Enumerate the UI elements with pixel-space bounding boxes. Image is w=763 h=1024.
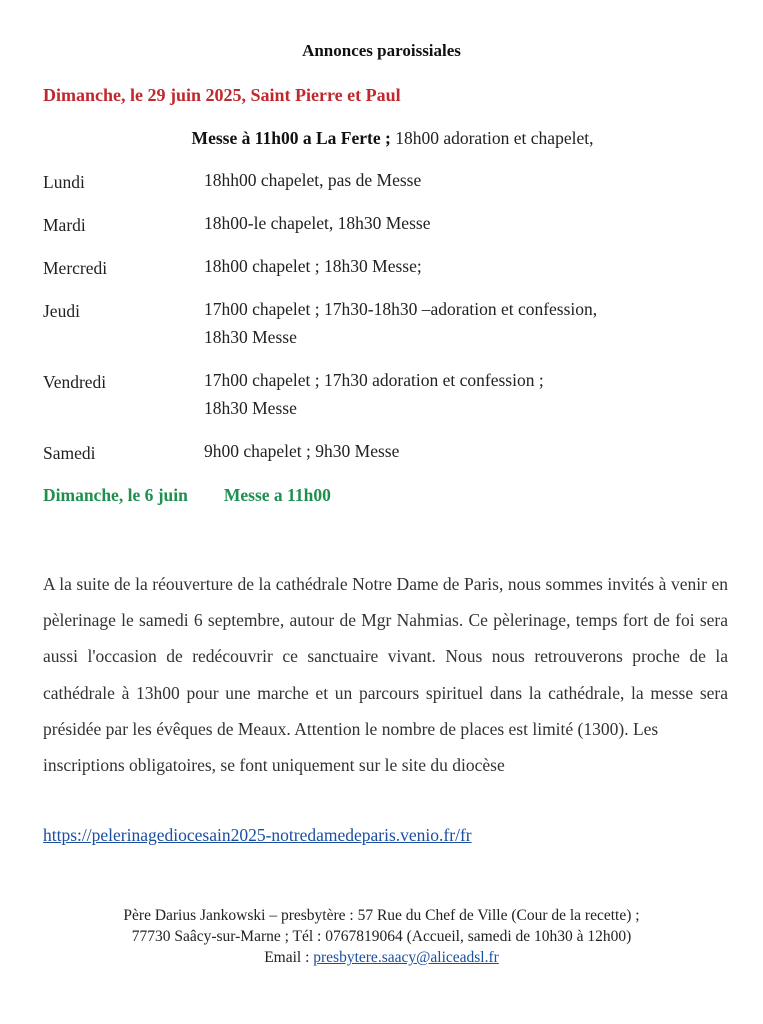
footer-email-link[interactable]: presbytere.saacy@aliceadsl.fr [313, 949, 499, 966]
schedule-day-mercredi: Mercredi [43, 258, 108, 278]
schedule-entry-samedi [204, 437, 399, 465]
schedule-line: 18hh00 chapelet, pas de Messe [204, 170, 422, 190]
schedule-line: 18h00 chapelet ; 18h30 Messe; [204, 256, 422, 276]
footer-address-line: Père Darius Jankowski – presbytère : 57 Rue du Chef de Ville (Cour de la recette) ; [123, 907, 640, 924]
next-sunday-date: Dimanche, le 6 juin [43, 485, 188, 505]
schedule-day-vendredi: Vendredi [43, 372, 107, 392]
next-sunday-heading [43, 485, 331, 506]
schedule-entry-mercredi [204, 252, 422, 280]
footer-email-line [0, 947, 763, 968]
schedule-day-lundi: Lundi [43, 172, 85, 192]
footer-email-label: Email : [264, 949, 314, 966]
schedule-day-samedi: Samedi [43, 443, 96, 463]
schedule-line: 17h00 chapelet ; 17h30-18h30 –adoration et confession, [204, 299, 598, 319]
schedule-line: 18h30 Messe [204, 398, 297, 418]
footer-phone-line: 77730 Saâcy-sur-Marne ; Tél : 0767819064 (Accueil, samedi de 10h30 à 12h00) [131, 928, 632, 945]
pilgrimage-announcement [43, 566, 728, 783]
next-sunday-mass: Messe a 11h00 [223, 485, 331, 505]
registration-link[interactable]: https://pelerinagediocesain2025-notredamedeparis.venio.fr/fr [43, 825, 472, 845]
sunday-heading: Dimanche, le 29 juin 2025, Saint Pierre et Paul [43, 85, 401, 105]
schedule-line: 9h00 chapelet ; 9h30 Messe [204, 441, 400, 461]
schedule-entry-mardi [204, 209, 430, 237]
schedule-entry-lundi [204, 166, 421, 194]
schedule-entry-jeudi [204, 295, 597, 351]
schedule-line: 18h00-le chapelet, 18h30 Messe [204, 213, 431, 233]
sunday-mass-rest: 18h00 adoration et chapelet, [390, 128, 594, 148]
sunday-mass-line [0, 128, 763, 149]
schedule-line: 17h00 chapelet ; 17h30 adoration et confession ; [204, 370, 544, 390]
schedule-day-jeudi: Jeudi [43, 301, 80, 321]
pilgrimage-text-last-line: inscriptions obligatoires, se font uniquement sur le site du diocèse [43, 755, 505, 776]
page-title: Annonces paroissiales [302, 41, 461, 60]
schedule-entry-vendredi [204, 366, 544, 422]
schedule-day-mardi: Mardi [43, 215, 86, 235]
footer-contact [0, 905, 763, 968]
pilgrimage-text: A la suite de la réouverture de la cathédrale Notre Dame de Paris, nous sommes invités à venir en pèlerinage le samedi 6 septembre, autour de Mgr Nahmias. Ce pèlerinage, temps fort de foi sera aussi l'occasion de redécouvrir ce sanctuaire vivant. Nous nous retrouverons proche de la cathédrale à 13h00 pour une marche et un parcours spirituel dans la cathédrale, la messe sera présidée par les évêques de Meaux. Attention le nombre de places est limité (1300). Les [43, 574, 728, 739]
sunday-mass-bold: Messe à 11h00 a La Ferte ; [191, 128, 391, 148]
schedule-line: 18h30 Messe [204, 327, 297, 347]
